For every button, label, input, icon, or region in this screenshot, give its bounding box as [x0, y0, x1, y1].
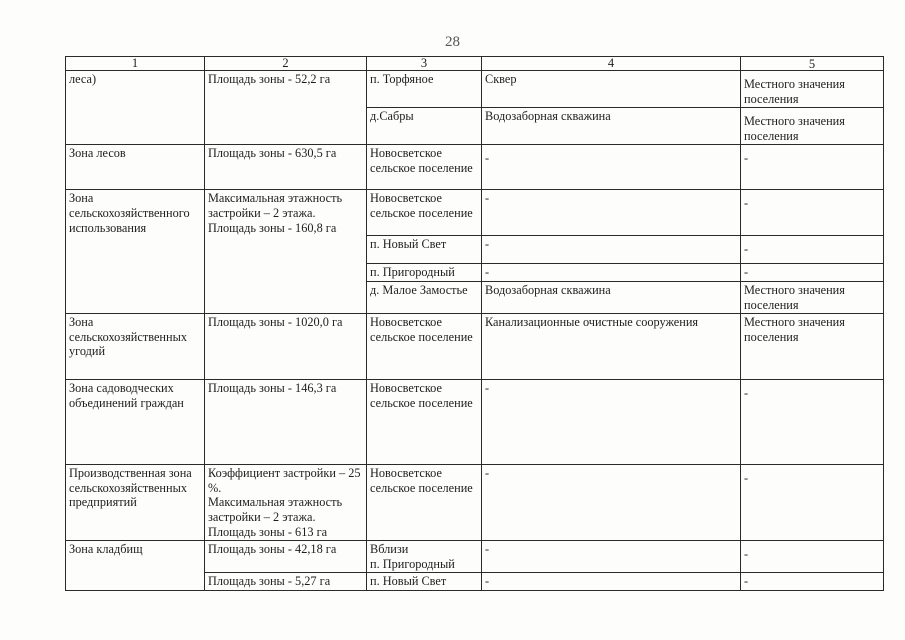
significance: - [741, 145, 884, 190]
significance: - [741, 190, 884, 236]
header-col-4: 4 [482, 57, 741, 71]
significance: - [741, 264, 884, 282]
table-row [66, 145, 884, 190]
location: Новосветское сельское поселение [367, 380, 482, 465]
header-row [66, 57, 884, 71]
facility: - [482, 380, 741, 465]
table-row [66, 465, 884, 541]
location: Новосветское сельское поселение [367, 314, 482, 380]
facility: - [482, 236, 741, 264]
zone-parameters: Площадь зоны - 52,2 га [205, 71, 367, 145]
location: д.Сабры [367, 108, 482, 145]
zone-parameters: Коэффициент застройки – 25 %. Максимальная этажность застройки – 2 этажа. Площадь зоны - 613 га [205, 465, 367, 541]
header-col-1: 1 [66, 57, 205, 71]
location: п. Пригородный [367, 264, 482, 282]
zone-parameters: Площадь зоны - 146,3 га [205, 380, 367, 465]
zone-name: Зона кладбищ [66, 541, 205, 591]
header-col-5: 5 [741, 57, 884, 71]
zone-parameters: Максимальная этажность застройки – 2 этажа. Площадь зоны - 160,8 га [205, 190, 367, 314]
table-row [66, 314, 884, 380]
location: Новосветское сельское поселение [367, 465, 482, 541]
significance: - [741, 236, 884, 264]
facility: - [482, 264, 741, 282]
significance: Местного значения поселения [741, 71, 884, 108]
facility: Водозаборная скважина [482, 281, 741, 313]
table-row [66, 71, 884, 108]
location: Новосветское сельское поселение [367, 145, 482, 190]
zone-name: Зона сельскохозяйственного использования [66, 190, 205, 314]
location: д. Малое Замостье [367, 281, 482, 313]
significance: - [741, 541, 884, 573]
zone-parameters: Площадь зоны - 1020,0 га [205, 314, 367, 380]
zone-name: Зона лесов [66, 145, 205, 190]
table-row [66, 190, 884, 236]
zone-name: леса) [66, 71, 205, 145]
zone-parameters: Площадь зоны - 630,5 га [205, 145, 367, 190]
significance: Местного значения поселения [741, 281, 884, 313]
location: п. Новый Свет [367, 573, 482, 591]
page-number: 28 [445, 34, 460, 50]
significance: - [741, 573, 884, 591]
header-col-2: 2 [205, 57, 367, 71]
facility: - [482, 145, 741, 190]
facility: Канализационные очистные сооружения [482, 314, 741, 380]
facility: - [482, 465, 741, 541]
zones-table [65, 56, 884, 591]
facility: - [482, 190, 741, 236]
facility: Сквер [482, 71, 741, 108]
zone-parameters: Площадь зоны - 42,18 га [205, 541, 367, 573]
location: Новосветское сельское поселение [367, 190, 482, 236]
table-row [66, 541, 884, 573]
zone-name: Производственная зона сельскохозяйственных предприятий [66, 465, 205, 541]
header-col-3: 3 [367, 57, 482, 71]
zone-parameters: Площадь зоны - 5,27 га [205, 573, 367, 591]
location: п. Торфяное [367, 71, 482, 108]
significance: - [741, 380, 884, 465]
table-row [66, 380, 884, 465]
zone-name: Зона садоводческих объединений граждан [66, 380, 205, 465]
facility: Водозаборная скважина [482, 108, 741, 145]
location: Вблизи п. Пригородный [367, 541, 482, 573]
significance: - [741, 465, 884, 541]
zone-name: Зона сельскохозяйственных угодий [66, 314, 205, 380]
significance: Местного значения поселения [741, 314, 884, 380]
location: п. Новый Свет [367, 236, 482, 264]
facility: - [482, 541, 741, 573]
significance: Местного значения поселения [741, 108, 884, 145]
facility: - [482, 573, 741, 591]
